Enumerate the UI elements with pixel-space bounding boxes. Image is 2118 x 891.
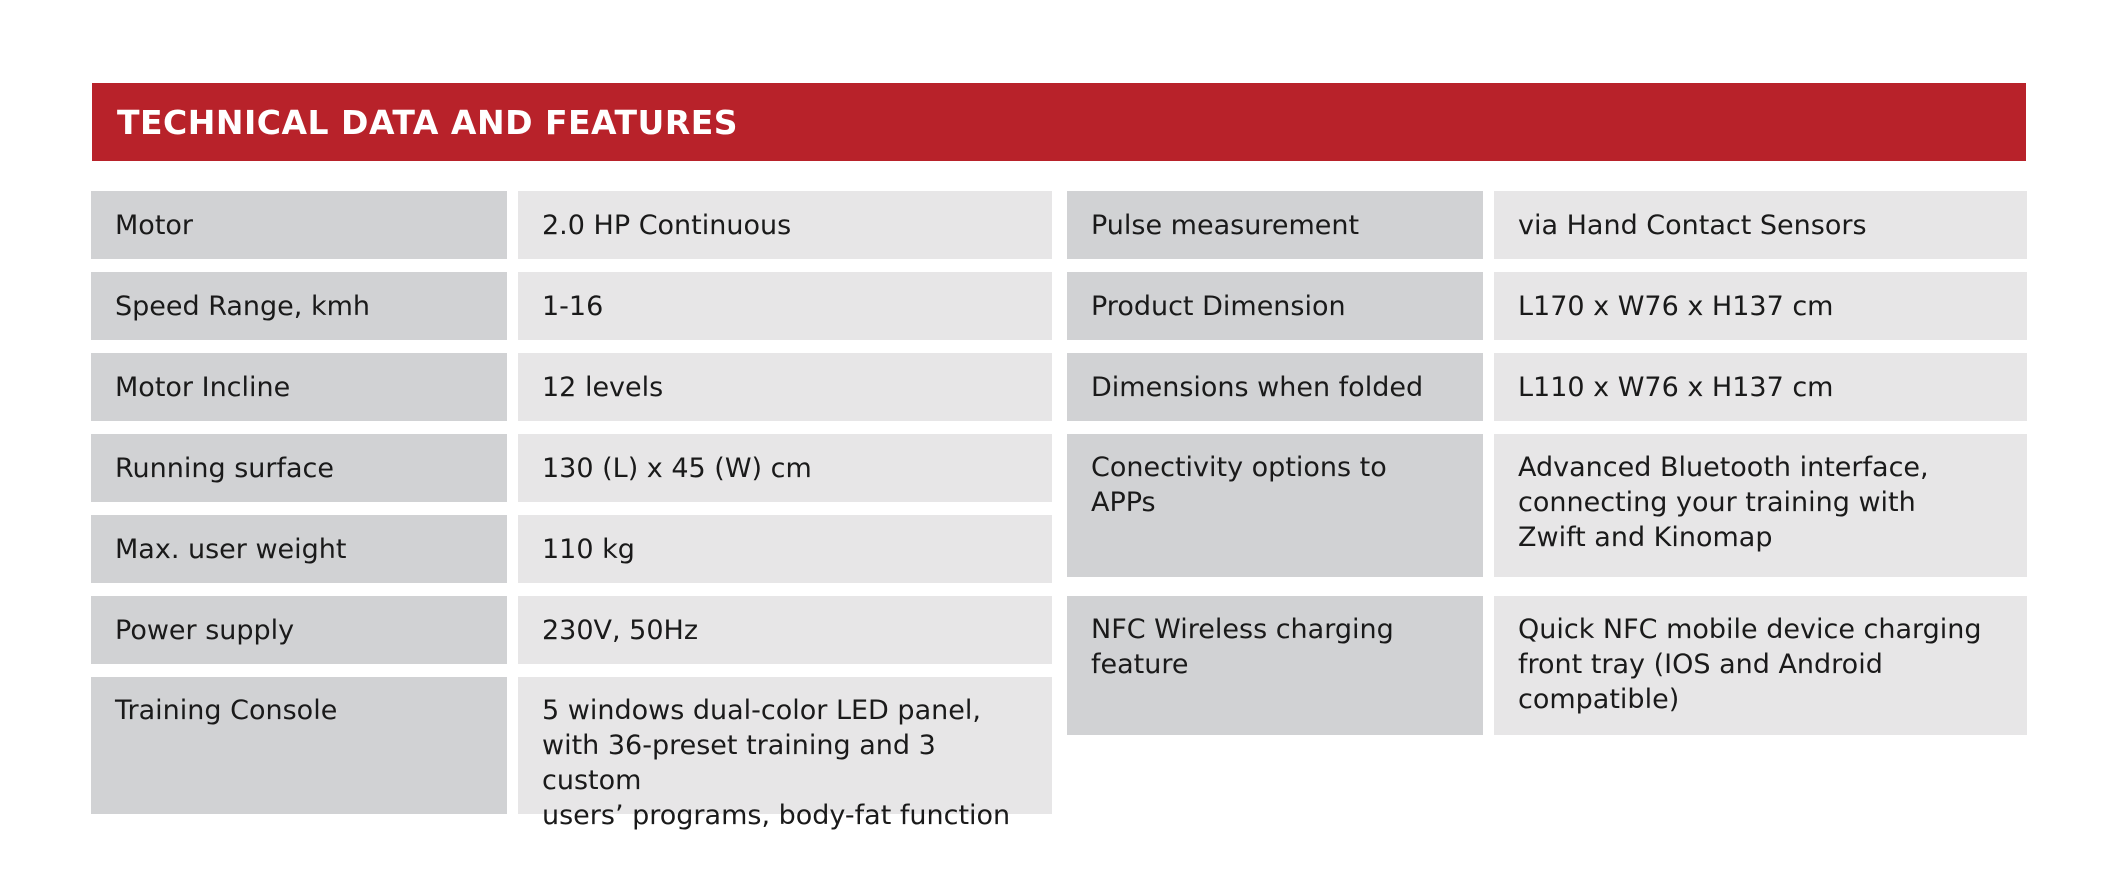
section-header — [92, 83, 2026, 161]
spec-row-motor — [91, 191, 1052, 259]
spec-label: Training Console — [91, 677, 507, 814]
spec-value: Advanced Bluetooth interface, connecting your training with Zwift and Kinomap — [1494, 434, 2027, 577]
spec-label: NFC Wireless charging feature — [1067, 596, 1483, 735]
spec-row-training-console — [91, 677, 1052, 831]
spec-label: Running surface — [91, 434, 507, 502]
spec-label: Dimensions when folded — [1067, 353, 1483, 421]
spec-label: Pulse measurement — [1067, 191, 1483, 259]
spec-label: Motor — [91, 191, 507, 259]
spec-value: 230V, 50Hz — [518, 596, 1052, 664]
spec-row-max-user-weight — [91, 515, 1052, 583]
spec-value: L170 x W76 x H137 cm — [1494, 272, 2027, 340]
spec-row-running-surface — [91, 434, 1052, 502]
spec-table-right — [1067, 191, 2027, 748]
spec-label: Product Dimension — [1067, 272, 1483, 340]
spec-row-nfc-charging — [1067, 596, 2027, 735]
spec-row-connectivity — [1067, 434, 2027, 577]
spec-row-speed-range — [91, 272, 1052, 340]
spec-value: Quick NFC mobile device charging front tray (IOS and Android compatible) — [1494, 596, 2027, 735]
spec-value: 12 levels — [518, 353, 1052, 421]
spec-label: Motor Incline — [91, 353, 507, 421]
spec-row-power-supply — [91, 596, 1052, 664]
spec-row-motor-incline — [91, 353, 1052, 421]
spec-value: 130 (L) x 45 (W) cm — [518, 434, 1052, 502]
spec-row-product-dimension — [1067, 272, 2027, 340]
spec-label: Max. user weight — [91, 515, 507, 583]
spec-row-dimensions-folded — [1067, 353, 2027, 421]
section-title: TECHNICAL DATA AND FEATURES — [117, 102, 739, 142]
spec-table-left — [91, 191, 1052, 831]
spec-value: 5 windows dual-color LED panel, with 36-preset training and 3 custom users’ programs, body-fat function — [518, 677, 1052, 814]
spec-value: via Hand Contact Sensors — [1494, 191, 2027, 259]
spec-label: Power supply — [91, 596, 507, 664]
spec-value: 2.0 HP Continuous — [518, 191, 1052, 259]
spec-label: Speed Range, kmh — [91, 272, 507, 340]
spec-value: 110 kg — [518, 515, 1052, 583]
spec-row-pulse-measurement — [1067, 191, 2027, 259]
spec-value: 1-16 — [518, 272, 1052, 340]
spec-label: Conectivity options to APPs — [1067, 434, 1483, 577]
spec-value: L110 x W76 x H137 cm — [1494, 353, 2027, 421]
